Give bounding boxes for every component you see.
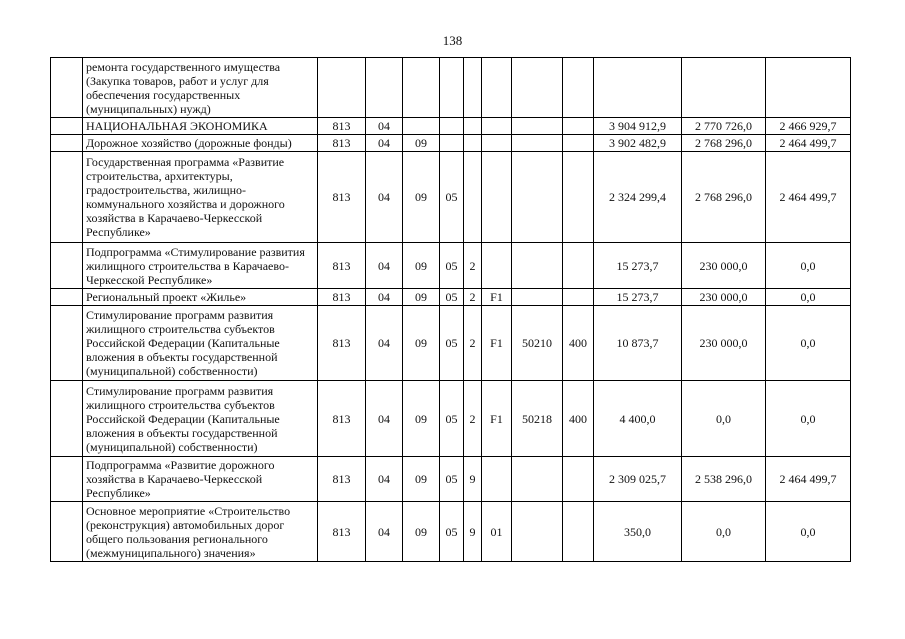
item-name-cell: ремонта государственного имущества (Закупка товаров, работ и услуг для обеспечения государственных (муниципальных) нужд) <box>83 58 318 118</box>
ministry-code-cell: 813 <box>318 118 366 135</box>
expense-type-cell <box>563 289 594 306</box>
event-code-cell: F1 <box>482 289 512 306</box>
direction-code-cell <box>512 457 563 502</box>
amount-year-3-cell: 0,0 <box>766 381 851 457</box>
item-name-cell: Стимулирование программ развития жилищного строительства субъектов Российской Федерации (Капитальные вложения в объекты государственной (муниципальной) собственности) <box>83 381 318 457</box>
direction-code-cell <box>512 118 563 135</box>
expense-type-cell: 400 <box>563 306 594 381</box>
program-code-cell: 05 <box>440 306 464 381</box>
table-row <box>51 381 851 457</box>
item-name-cell: Стимулирование программ развития жилищного строительства субъектов Российской Федерации (Капитальные вложения в объекты государственной (муниципальной) собственности) <box>83 306 318 381</box>
item-name-cell: Основное мероприятие «Строительство (реконструкция) автомобильных дорог общего пользования регионального (межмуниципального) значения» <box>83 502 318 562</box>
expense-type-cell <box>563 118 594 135</box>
event-code-cell <box>482 135 512 152</box>
subprogram-code-cell: 2 <box>464 306 482 381</box>
item-name-cell: Региональный проект «Жилье» <box>83 289 318 306</box>
amount-year-2-cell: 2 770 726,0 <box>682 118 766 135</box>
row-number-cell <box>51 457 83 502</box>
row-number-cell <box>51 58 83 118</box>
amount-year-1-cell: 15 273,7 <box>594 289 682 306</box>
expense-type-cell <box>563 502 594 562</box>
item-name-cell: Подпрограмма «Стимулирование развития жилищного строительства в Карачаево-Черкесской Республике» <box>83 243 318 289</box>
table-row <box>51 306 851 381</box>
table-row <box>51 152 851 243</box>
section-code-cell: 04 <box>366 381 403 457</box>
table-row <box>51 58 851 118</box>
event-code-cell <box>482 118 512 135</box>
amount-year-3-cell: 2 464 499,7 <box>766 457 851 502</box>
table-row <box>51 289 851 306</box>
row-number-cell <box>51 118 83 135</box>
direction-code-cell: 50210 <box>512 306 563 381</box>
item-name-cell: Дорожное хозяйство (дорожные фонды) <box>83 135 318 152</box>
direction-code-cell <box>512 58 563 118</box>
amount-year-2-cell: 230 000,0 <box>682 289 766 306</box>
table-row <box>51 457 851 502</box>
table-row <box>51 243 851 289</box>
expense-type-cell <box>563 457 594 502</box>
program-code-cell: 05 <box>440 381 464 457</box>
expense-type-cell <box>563 58 594 118</box>
amount-year-1-cell: 3 904 912,9 <box>594 118 682 135</box>
section-code-cell: 04 <box>366 502 403 562</box>
ministry-code-cell <box>318 58 366 118</box>
row-number-cell <box>51 502 83 562</box>
program-code-cell: 05 <box>440 152 464 243</box>
amount-year-1-cell: 4 400,0 <box>594 381 682 457</box>
section-code-cell: 04 <box>366 243 403 289</box>
direction-code-cell <box>512 152 563 243</box>
ministry-code-cell: 813 <box>318 289 366 306</box>
amount-year-3-cell: 0,0 <box>766 306 851 381</box>
row-number-cell <box>51 306 83 381</box>
section-code-cell: 04 <box>366 118 403 135</box>
row-number-cell <box>51 135 83 152</box>
subsection-code-cell: 09 <box>403 243 440 289</box>
ministry-code-cell: 813 <box>318 502 366 562</box>
subprogram-code-cell: 2 <box>464 381 482 457</box>
expense-type-cell <box>563 152 594 243</box>
event-code-cell <box>482 58 512 118</box>
ministry-code-cell: 813 <box>318 135 366 152</box>
event-code-cell <box>482 243 512 289</box>
program-code-cell: 05 <box>440 502 464 562</box>
ministry-code-cell: 813 <box>318 152 366 243</box>
amount-year-2-cell: 2 768 296,0 <box>682 152 766 243</box>
amount-year-1-cell: 10 873,7 <box>594 306 682 381</box>
amount-year-3-cell: 2 464 499,7 <box>766 152 851 243</box>
amount-year-3-cell: 0,0 <box>766 243 851 289</box>
amount-year-2-cell: 0,0 <box>682 381 766 457</box>
direction-code-cell <box>512 243 563 289</box>
amount-year-3-cell: 2 464 499,7 <box>766 135 851 152</box>
amount-year-1-cell <box>594 58 682 118</box>
page-number: 138 <box>442 33 463 48</box>
direction-code-cell <box>512 502 563 562</box>
direction-code-cell <box>512 135 563 152</box>
amount-year-3-cell: 0,0 <box>766 502 851 562</box>
direction-code-cell <box>512 289 563 306</box>
row-number-cell <box>51 152 83 243</box>
amount-year-1-cell: 350,0 <box>594 502 682 562</box>
subprogram-code-cell: 9 <box>464 502 482 562</box>
amount-year-3-cell: 2 466 929,7 <box>766 118 851 135</box>
subsection-code-cell <box>403 58 440 118</box>
subsection-code-cell: 09 <box>403 152 440 243</box>
amount-year-3-cell: 0,0 <box>766 289 851 306</box>
section-code-cell: 04 <box>366 289 403 306</box>
subprogram-code-cell <box>464 58 482 118</box>
section-code-cell: 04 <box>366 135 403 152</box>
subprogram-code-cell <box>464 135 482 152</box>
amount-year-1-cell: 2 309 025,7 <box>594 457 682 502</box>
subprogram-code-cell <box>464 152 482 243</box>
subsection-code-cell: 09 <box>403 289 440 306</box>
amount-year-2-cell <box>682 58 766 118</box>
ministry-code-cell: 813 <box>318 457 366 502</box>
row-number-cell <box>51 381 83 457</box>
amount-year-2-cell: 2 538 296,0 <box>682 457 766 502</box>
event-code-cell: 01 <box>482 502 512 562</box>
row-number-cell <box>51 289 83 306</box>
program-code-cell <box>440 118 464 135</box>
direction-code-cell: 50218 <box>512 381 563 457</box>
program-code-cell: 05 <box>440 457 464 502</box>
amount-year-2-cell: 230 000,0 <box>682 243 766 289</box>
subprogram-code-cell <box>464 118 482 135</box>
subsection-code-cell <box>403 118 440 135</box>
row-number-cell <box>51 243 83 289</box>
subprogram-code-cell: 9 <box>464 457 482 502</box>
section-code-cell: 04 <box>366 457 403 502</box>
amount-year-1-cell: 2 324 299,4 <box>594 152 682 243</box>
program-code-cell: 05 <box>440 243 464 289</box>
table-row <box>51 135 851 152</box>
budget-table <box>50 57 851 562</box>
item-name-cell: НАЦИОНАЛЬНАЯ ЭКОНОМИКА <box>83 118 318 135</box>
ministry-code-cell: 813 <box>318 306 366 381</box>
subprogram-code-cell: 2 <box>464 289 482 306</box>
amount-year-1-cell: 3 902 482,9 <box>594 135 682 152</box>
item-name-cell: Подпрограмма «Развитие дорожного хозяйства в Карачаево-Черкесской Республике» <box>83 457 318 502</box>
expense-type-cell <box>563 243 594 289</box>
subsection-code-cell: 09 <box>403 457 440 502</box>
expense-type-cell: 400 <box>563 381 594 457</box>
ministry-code-cell: 813 <box>318 381 366 457</box>
subsection-code-cell: 09 <box>403 135 440 152</box>
program-code-cell <box>440 58 464 118</box>
subprogram-code-cell: 2 <box>464 243 482 289</box>
subsection-code-cell: 09 <box>403 502 440 562</box>
section-code-cell <box>366 58 403 118</box>
subsection-code-cell: 09 <box>403 306 440 381</box>
event-code-cell: F1 <box>482 306 512 381</box>
subsection-code-cell: 09 <box>403 381 440 457</box>
section-code-cell: 04 <box>366 306 403 381</box>
event-code-cell: F1 <box>482 381 512 457</box>
amount-year-2-cell: 2 768 296,0 <box>682 135 766 152</box>
amount-year-2-cell: 0,0 <box>682 502 766 562</box>
amount-year-3-cell <box>766 58 851 118</box>
amount-year-1-cell: 15 273,7 <box>594 243 682 289</box>
section-code-cell: 04 <box>366 152 403 243</box>
table-row <box>51 502 851 562</box>
program-code-cell: 05 <box>440 289 464 306</box>
expense-type-cell <box>563 135 594 152</box>
event-code-cell <box>482 457 512 502</box>
item-name-cell: Государственная программа «Развитие строительства, архитектуры, градостроительства, жилищно-коммунального хозяйства и дорожного хозяйства в Карачаево-Черкесской Республике» <box>83 152 318 243</box>
event-code-cell <box>482 152 512 243</box>
ministry-code-cell: 813 <box>318 243 366 289</box>
program-code-cell <box>440 135 464 152</box>
amount-year-2-cell: 230 000,0 <box>682 306 766 381</box>
table-row <box>51 118 851 135</box>
